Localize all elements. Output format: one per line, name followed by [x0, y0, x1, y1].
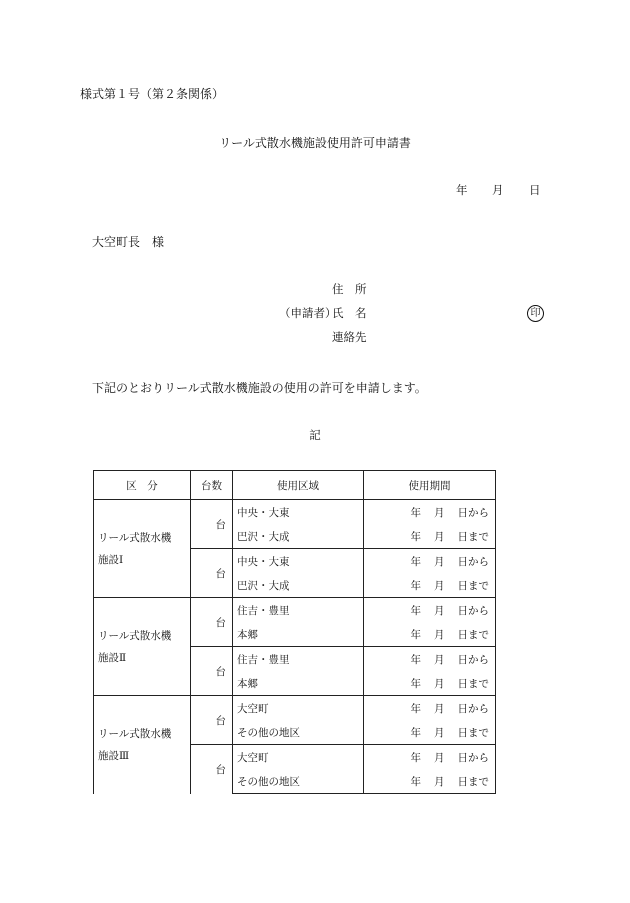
period-month-label: 月: [434, 530, 445, 543]
period-year-label: 年: [410, 579, 421, 592]
applicant-role-label: （申請者）: [279, 306, 337, 320]
usage-area-cell: 大空町: [233, 745, 364, 770]
period-year-label: 年: [410, 726, 421, 739]
period-year-label: 年: [410, 677, 421, 690]
usage-period-cell: [364, 769, 496, 794]
usage-area-cell: 本郷: [233, 671, 364, 696]
name-label: 氏 名: [332, 306, 367, 320]
usage-area-cell: 住吉・豊里: [233, 598, 364, 623]
table-row: [94, 696, 496, 721]
date-day-label: 日: [529, 183, 541, 197]
header-category: 区 分: [94, 471, 191, 500]
unit-count-cell: 台: [191, 696, 233, 745]
period-year-label: 年: [410, 506, 421, 519]
period-year-label: 年: [410, 751, 421, 764]
usage-area-cell: 本郷: [233, 622, 364, 647]
form-number: 様式第１号（第２条関係）: [80, 87, 225, 101]
seal-mark: 印: [527, 305, 544, 322]
usage-period-cell: [364, 524, 496, 549]
unit-count-cell: 台: [191, 598, 233, 647]
period-from-label: 日から: [457, 653, 489, 666]
period-to-label: 日まで: [457, 775, 489, 788]
period-year-label: 年: [410, 530, 421, 543]
unit-count-cell: 台: [191, 549, 233, 598]
period-to-label: 日まで: [457, 677, 489, 690]
period-year-label: 年: [410, 628, 421, 641]
unit-count-cell: 台: [191, 500, 233, 549]
period-month-label: 月: [434, 506, 445, 519]
ki-heading: 記: [309, 428, 321, 442]
header-count: 台数: [191, 471, 233, 500]
period-month-label: 月: [434, 555, 445, 568]
usage-period-cell: [364, 647, 496, 672]
usage-period-cell: [364, 598, 496, 623]
period-month-label: 月: [434, 726, 445, 739]
period-month-label: 月: [434, 579, 445, 592]
usage-period-cell: [364, 573, 496, 598]
table-row: [94, 598, 496, 623]
usage-period-cell: [364, 696, 496, 721]
usage-area-cell: 中央・大東: [233, 549, 364, 574]
table-header-row: [94, 471, 496, 500]
period-month-label: 月: [434, 628, 445, 641]
usage-period-cell: [364, 745, 496, 770]
contact-label: 連絡先: [332, 330, 367, 344]
usage-period-cell: [364, 720, 496, 745]
period-year-label: 年: [410, 653, 421, 666]
document-title: リール式散水機施設使用許可申請書: [219, 136, 411, 150]
facility-name: リール式散水機 施設Ⅰ: [94, 500, 191, 598]
period-year-label: 年: [410, 702, 421, 715]
date-month-label: 月: [492, 183, 504, 197]
period-month-label: 月: [434, 653, 445, 666]
period-month-label: 月: [434, 751, 445, 764]
usage-area-cell: 住吉・豊里: [233, 647, 364, 672]
period-to-label: 日まで: [457, 628, 489, 641]
facility-name: リール式散水機 施設Ⅱ: [94, 598, 191, 696]
facility-usage-table: [93, 470, 496, 794]
usage-area-cell: 中央・大東: [233, 500, 364, 525]
address-label: 住 所: [332, 282, 367, 296]
unit-count-cell: 台: [191, 745, 233, 794]
period-to-label: 日まで: [457, 530, 489, 543]
period-year-label: 年: [410, 555, 421, 568]
date-year-label: 年: [456, 183, 468, 197]
facility-name: リール式散水機 施設Ⅲ: [94, 696, 191, 794]
table-row: [94, 500, 496, 525]
usage-area-cell: 巴沢・大成: [233, 524, 364, 549]
header-area: 使用区域: [233, 471, 364, 500]
usage-area-cell: その他の地区: [233, 769, 364, 794]
period-year-label: 年: [410, 775, 421, 788]
header-period: 使用期間: [364, 471, 496, 500]
usage-period-cell: [364, 671, 496, 696]
application-statement: 下記のとおりリール式散水機施設の使用の許可を申請します。: [92, 381, 427, 395]
unit-count-cell: 台: [191, 647, 233, 696]
usage-period-cell: [364, 549, 496, 574]
usage-period-cell: [364, 500, 496, 525]
period-from-label: 日から: [457, 555, 489, 568]
period-from-label: 日から: [457, 506, 489, 519]
usage-area-cell: 大空町: [233, 696, 364, 721]
addressee: 大空町長 様: [92, 235, 165, 249]
usage-area-cell: その他の地区: [233, 720, 364, 745]
period-to-label: 日まで: [457, 579, 489, 592]
period-from-label: 日から: [457, 702, 489, 715]
period-year-label: 年: [410, 604, 421, 617]
period-month-label: 月: [434, 604, 445, 617]
usage-area-cell: 巴沢・大成: [233, 573, 364, 598]
period-month-label: 月: [434, 677, 445, 690]
period-month-label: 月: [434, 775, 445, 788]
period-from-label: 日から: [457, 751, 489, 764]
period-to-label: 日まで: [457, 726, 489, 739]
usage-period-cell: [364, 622, 496, 647]
period-month-label: 月: [434, 702, 445, 715]
period-from-label: 日から: [457, 604, 489, 617]
